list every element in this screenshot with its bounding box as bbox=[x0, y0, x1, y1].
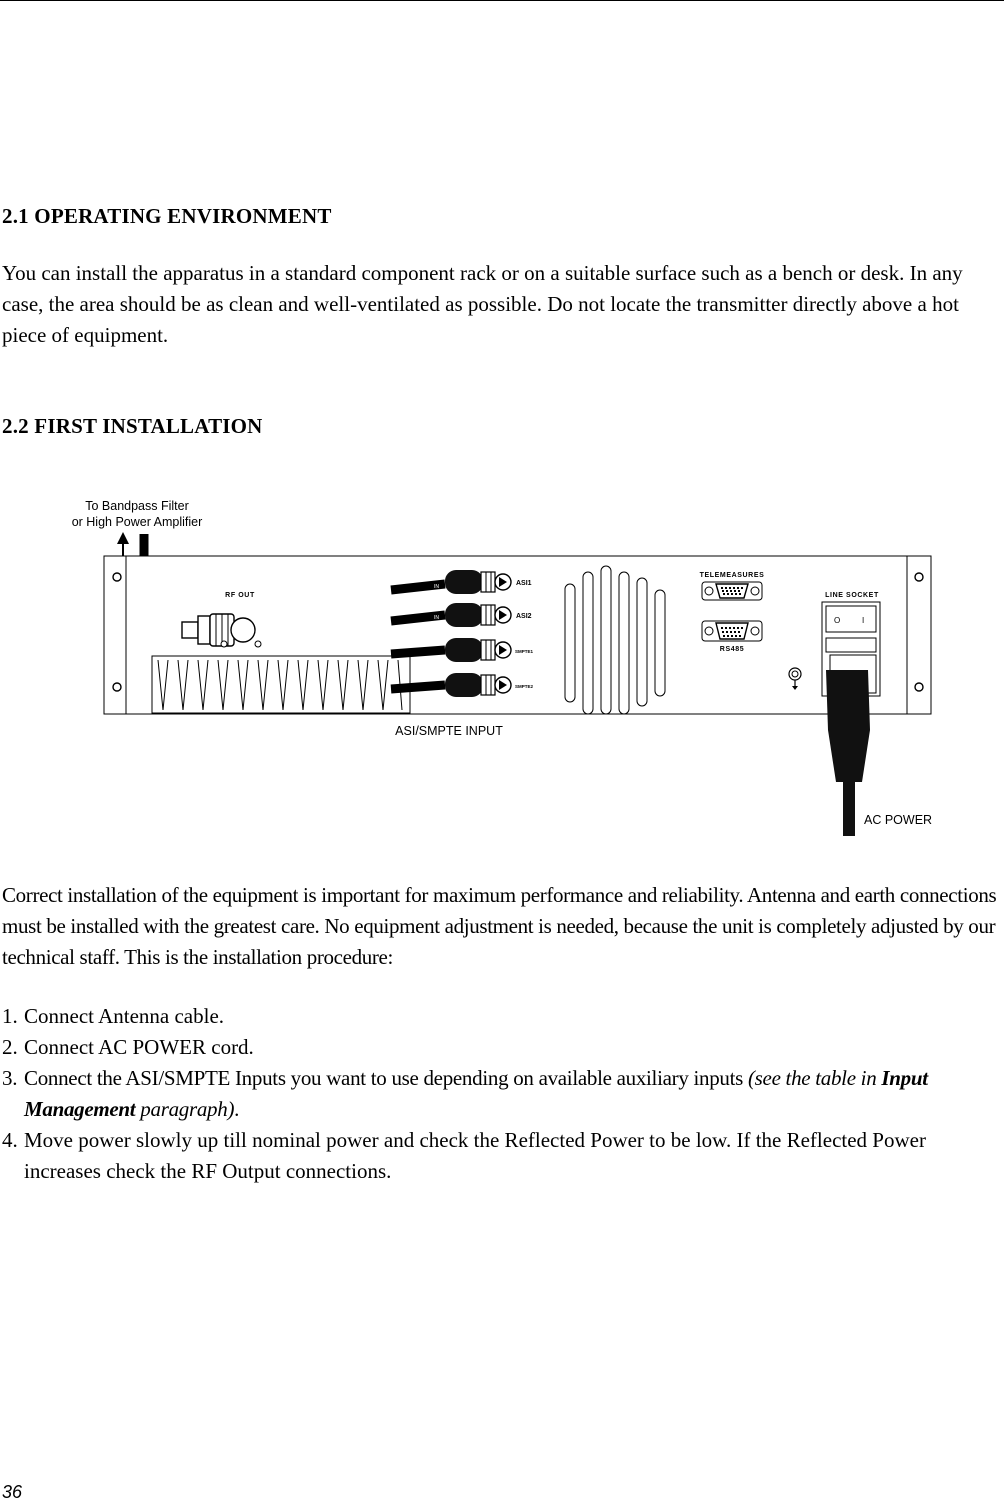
rack-screw-hole bbox=[915, 573, 923, 581]
in-mark: IN bbox=[434, 615, 439, 621]
input-management-reference: Input Management bbox=[24, 1066, 928, 1121]
telemeasures-connector bbox=[702, 582, 762, 600]
list-item bbox=[2, 1032, 1002, 1063]
rack-screw-hole bbox=[915, 683, 923, 691]
top-rule bbox=[0, 0, 1004, 1]
power-switch-on-mark: I bbox=[862, 616, 865, 625]
list-item-number: 4. bbox=[2, 1128, 18, 1152]
list-item-text: Connect AC POWER cord. bbox=[24, 1035, 254, 1059]
list-item-number: 3. bbox=[2, 1066, 18, 1090]
rear-panel-diagram bbox=[0, 490, 1004, 840]
list-item-text: Connect the ASI/SMPTE Inputs you want to use depending on available auxiliary inputs bbox=[24, 1066, 748, 1090]
list-item-text: Move power slowly up till nominal power and check the Reflected Power to be low. If the Reflected Power increases check the RF Output connections. bbox=[24, 1128, 926, 1183]
asi2-label: ASI2 bbox=[516, 613, 532, 620]
rf-out-label: RF OUT bbox=[225, 592, 255, 599]
installation-procedure-list bbox=[2, 1001, 1002, 1187]
power-switch-off-mark: O bbox=[834, 616, 841, 625]
list-item-number: 2. bbox=[2, 1035, 18, 1059]
ac-power-label: AC POWER bbox=[864, 813, 933, 827]
list-item bbox=[2, 1001, 1002, 1032]
list-item bbox=[2, 1063, 1002, 1125]
ac-power-plug bbox=[826, 670, 870, 836]
section-heading-operating-environment: 2.1 OPERATING ENVIRONMENT bbox=[2, 204, 332, 228]
page-number: 36 bbox=[2, 1482, 23, 1502]
telemeasures-label: TELEMEASURES bbox=[699, 572, 765, 579]
list-item bbox=[2, 1125, 1002, 1187]
rs485-label: RS485 bbox=[719, 646, 745, 653]
list-item-tail: . bbox=[234, 1097, 240, 1121]
operating-environment-text: You can install the apparatus in a standard component rack or on a suitable surface such as a bench or desk. In any case, the area should be as clean and well-ventilated as possible. Do not locate the transmitter directly above a hot piece of equipment. bbox=[2, 261, 963, 347]
line-socket-label: LINE SOCKET bbox=[825, 592, 879, 599]
installation-intro-text: Correct installation of the equipment is important for maximum performance and reliability. Antenna and earth connections must be installed with the greatest care. No equipment adjustment is needed, because the unit is completely adjusted by our technical staff. This is the installation procedure: bbox=[2, 883, 997, 969]
smpte1-label: SMPTE1 bbox=[515, 649, 534, 654]
rs485-connector bbox=[702, 621, 762, 641]
section-heading-first-installation: 2.2 FIRST INSTALLATION bbox=[2, 414, 263, 438]
rack-screw-hole bbox=[113, 683, 121, 691]
asi-smpte-input-label: ASI/SMPTE INPUT bbox=[395, 724, 503, 738]
note-open: (see the table in bbox=[747, 1066, 882, 1090]
bandpass-label-line2: or High Power Amplifier bbox=[71, 515, 203, 529]
note-close: paragraph) bbox=[135, 1097, 235, 1121]
list-item-text: Connect Antenna cable. bbox=[24, 1004, 225, 1028]
asi1-label: ASI1 bbox=[516, 580, 532, 587]
list-item-number: 1. bbox=[2, 1004, 18, 1028]
bandpass-label-line1: To Bandpass Filter bbox=[85, 499, 189, 513]
in-mark: IN bbox=[434, 584, 439, 590]
rack-screw-hole bbox=[113, 573, 121, 581]
smpte2-label: SMPTE2 bbox=[515, 684, 534, 689]
